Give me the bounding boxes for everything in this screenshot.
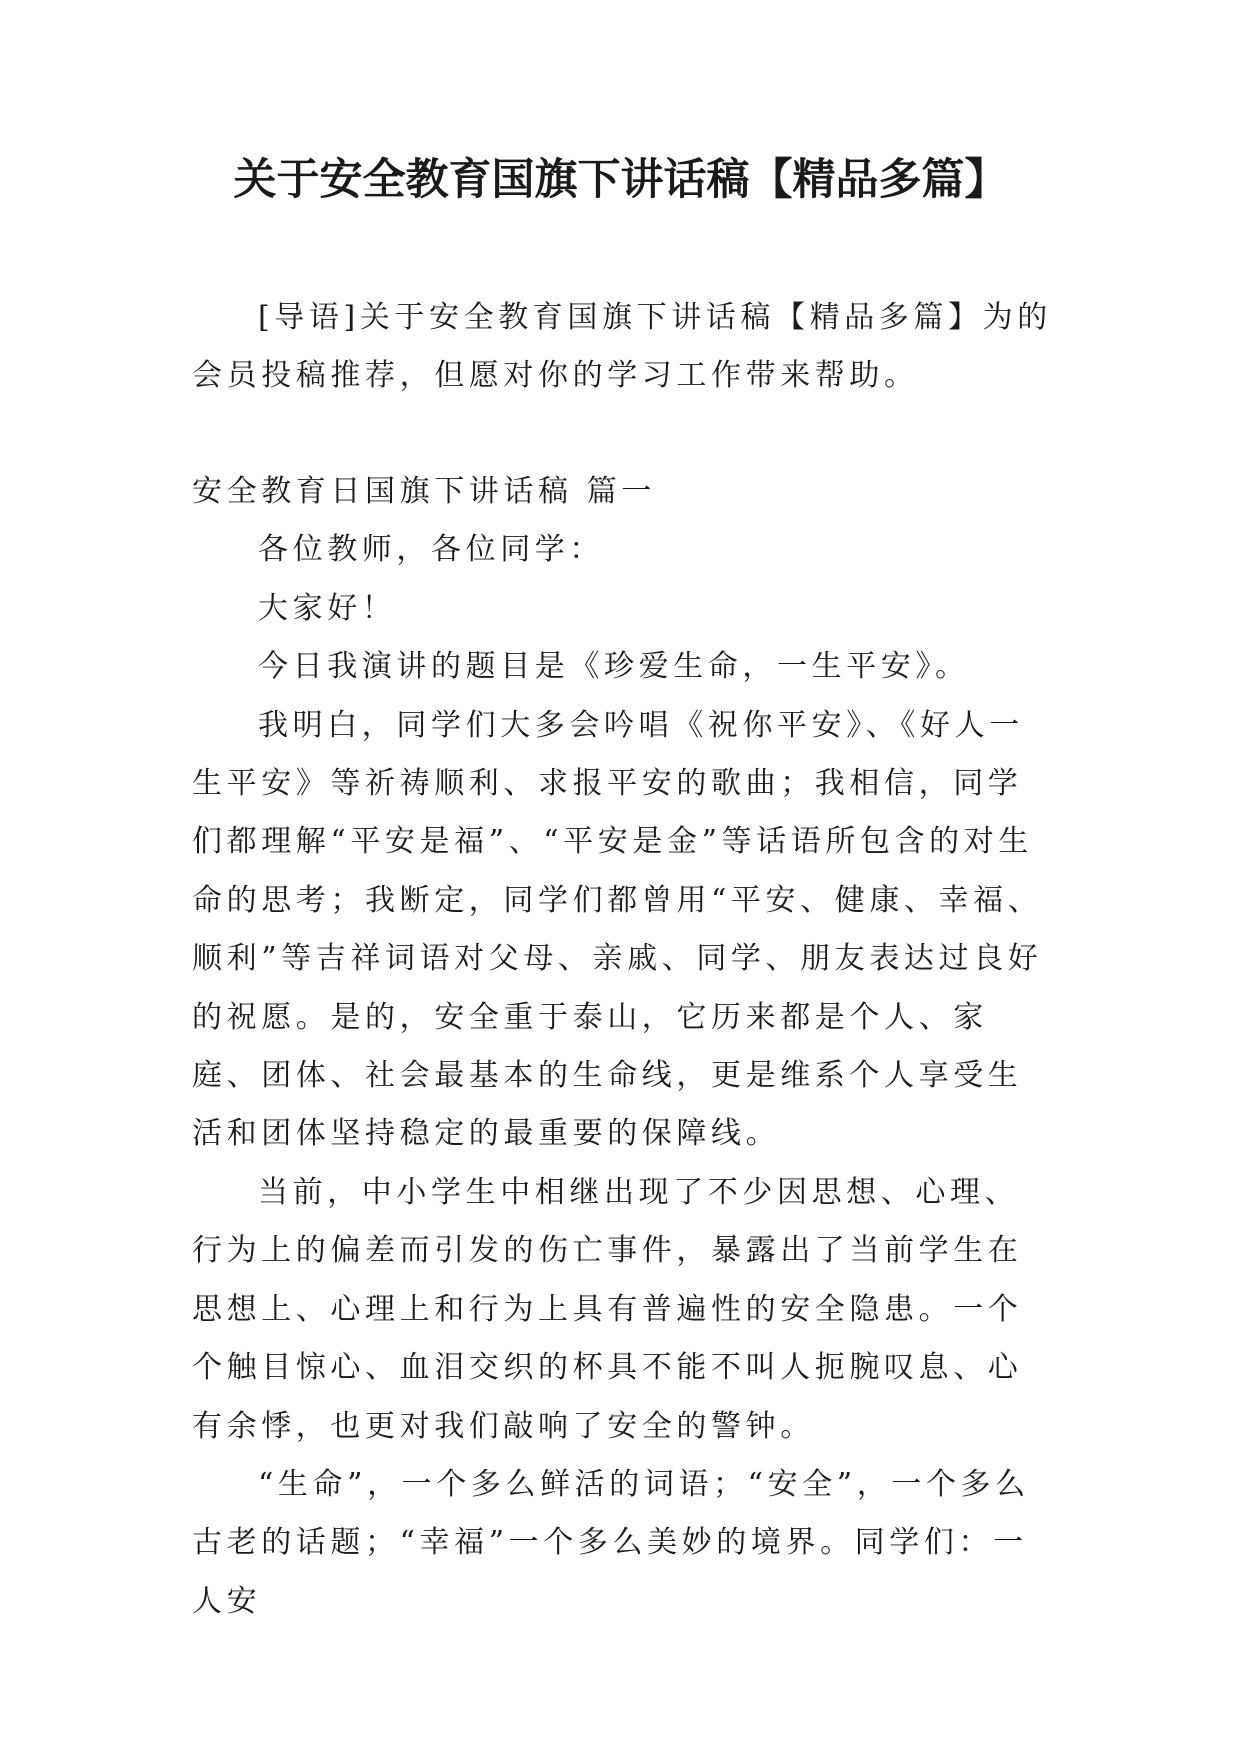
greeting-paragraph: 大家好！ (258, 590, 397, 626)
topic-paragraph: 今日我演讲的题目是《珍爱生命，一生平安》。 (258, 649, 970, 685)
document-title: 关于安全教育国旗下讲话稿【精品多篇】 (233, 155, 1008, 205)
body-paragraph: 我明白，同学们大多会吟唱《祝你平安》、《好人一生平安》等祈祷顺利、求报平安的歌曲；我相信，同学们都理解“平安是福”、“平安是金”等话语所包含的对生命的思考；我断定，同学们都曾用“平安、健康、幸福、顺利”等吉祥词语对父母、亲戚、同学、朋友表达过良好的祝愿。是的，安全重于泰山，它历来都是个人、家庭、团体、社会最基本的生命线，更是维系个人享受生活和团体坚持稳定的最重要的保障线。 (192, 707, 1043, 1152)
intro-paragraph: [导语]关于安全教育国旗下讲话稿【精品多篇】为的会员投稿推荐，但愿对你的学习工作带来帮助。 (192, 300, 1052, 394)
salutation-paragraph: 各位教师，各位同学： (258, 532, 604, 568)
body-paragraph: “生命”，一个多么鲜活的词语；“安全”，一个多么古老的话题；“幸福”一个多么美妙的境界。同学们：一人安 (192, 1466, 1030, 1619)
main-body (192, 463, 1052, 1631)
section-heading: 安全教育日国旗下讲话稿 篇一 (192, 474, 656, 509)
body-paragraph: 当前，中小学生中相继出现了不少因思想、心理、行为上的偏差而引发的伤亡事件，暴露出了当前学生在思想上、心理上和行为上具有普遍性的安全隐患。一个个触目惊心、血泪交织的杯具不能不叫人扼腕叹息、心有余悸，也更对我们敲响了安全的警钟。 (192, 1174, 1023, 1444)
